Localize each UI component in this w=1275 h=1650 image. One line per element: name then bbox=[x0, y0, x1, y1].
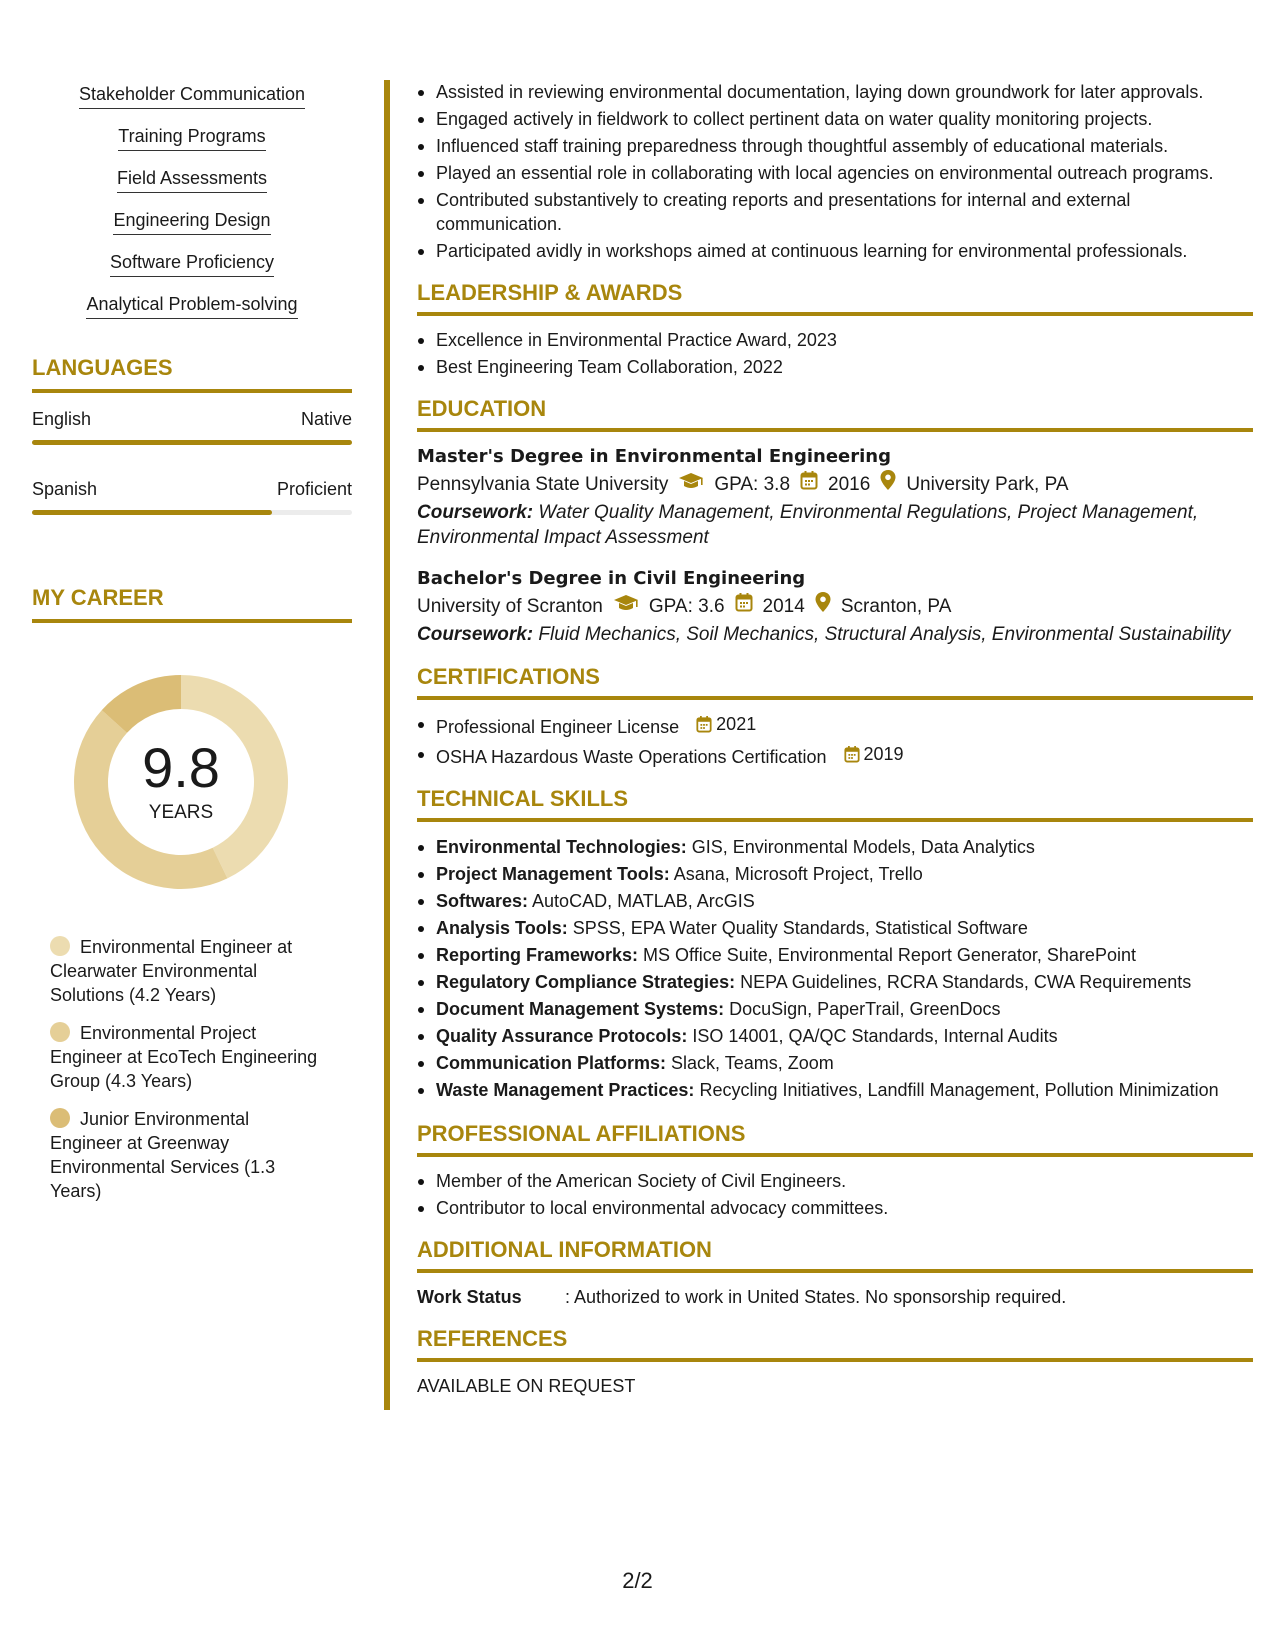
calendar-icon bbox=[844, 745, 860, 763]
degree-title: Master's Degree in Environmental Engineering bbox=[417, 446, 891, 467]
location-pin-icon bbox=[815, 592, 831, 622]
education-entry bbox=[417, 566, 1253, 647]
school-location: University Park, PA bbox=[906, 474, 1069, 495]
career-legend-item: Environmental Project Engineer at EcoTech Engineering Group (4.3 Years) bbox=[50, 1023, 318, 1091]
list-item: Communication Platforms: Slack, Teams, Zoom bbox=[417, 1050, 1253, 1077]
skill-item: Training Programs bbox=[32, 126, 352, 151]
certification-item: OSHA Hazardous Waste Operations Certification 2019 bbox=[417, 742, 1253, 769]
career-heading: MY CAREER bbox=[32, 585, 352, 623]
language-level: Proficient bbox=[276, 479, 352, 499]
additional-info-heading: ADDITIONAL INFORMATION bbox=[417, 1237, 1253, 1273]
gpa: GPA: 3.8 bbox=[714, 474, 791, 495]
affiliations-list bbox=[417, 1169, 1253, 1220]
affiliations-heading: PROFESSIONAL AFFILIATIONS bbox=[417, 1121, 1253, 1157]
page-number: 2/2 bbox=[622, 1568, 653, 1593]
skills-list bbox=[32, 84, 352, 319]
school-name: Pennsylvania State University bbox=[417, 474, 669, 495]
leadership-heading: LEADERSHIP & AWARDS bbox=[417, 280, 1253, 316]
skill-item: Software Proficiency bbox=[32, 252, 352, 277]
certification-year: 2021 bbox=[716, 714, 757, 734]
coursework: Coursework: Fluid Mechanics, Soil Mechanics, Structural Analysis, Environmental Sustainability bbox=[417, 624, 1231, 645]
graduation-cap-icon bbox=[613, 592, 639, 622]
school-location: Scranton, PA bbox=[840, 596, 952, 617]
coursework: Coursework: Water Quality Management, Environmental Regulations, Project Management, Environmental Impact Assessment bbox=[417, 502, 1199, 548]
education-heading: EDUCATION bbox=[417, 396, 1253, 432]
leadership-list bbox=[417, 328, 1253, 379]
column-divider bbox=[384, 80, 390, 1410]
list-item: Influenced staff training preparedness through thoughtful assembly of educational materials. bbox=[417, 134, 1253, 158]
graduation-cap-icon bbox=[678, 470, 704, 500]
technical-skills-list bbox=[417, 834, 1253, 1104]
language-item bbox=[32, 409, 352, 445]
certifications-list bbox=[417, 712, 1253, 769]
legend-dot bbox=[50, 1108, 70, 1128]
skill-item: Stakeholder Communication bbox=[32, 84, 352, 109]
graduation-year: 2016 bbox=[828, 474, 871, 495]
calendar-icon bbox=[735, 592, 753, 622]
list-item: Regulatory Compliance Strategies: NEPA Guidelines, RCRA Standards, CWA Requirements bbox=[417, 969, 1253, 996]
list-item: Engaged actively in fieldwork to collect pertinent data on water quality monitoring projects. bbox=[417, 107, 1253, 131]
calendar-icon bbox=[800, 470, 818, 500]
language-bar bbox=[32, 440, 352, 445]
experience-bullets bbox=[417, 80, 1253, 263]
list-item: Reporting Frameworks: MS Office Suite, Environmental Report Generator, SharePoint bbox=[417, 942, 1253, 969]
legend-dot bbox=[50, 936, 70, 956]
language-item bbox=[32, 479, 352, 515]
location-pin-icon bbox=[880, 470, 896, 500]
list-item: Best Engineering Team Collaboration, 2022 bbox=[417, 355, 1253, 379]
list-item: Played an essential role in collaborating with local agencies on environmental outreach programs. bbox=[417, 161, 1253, 185]
technical-skills-heading: TECHNICAL SKILLS bbox=[417, 786, 1253, 822]
skill-item: Field Assessments bbox=[32, 168, 352, 193]
graduation-year: 2014 bbox=[762, 596, 805, 617]
list-item: Softwares: AutoCAD, MATLAB, ArcGIS bbox=[417, 888, 1253, 915]
list-item: Analysis Tools: SPSS, EPA Water Quality Standards, Statistical Software bbox=[417, 915, 1253, 942]
calendar-icon bbox=[696, 715, 712, 733]
list-item: Participated avidly in workshops aimed at continuous learning for environmental professionals. bbox=[417, 239, 1253, 263]
work-status-value: : Authorized to work in United States. No sponsorship required. bbox=[565, 1287, 1067, 1307]
list-item: Excellence in Environmental Practice Award, 2023 bbox=[417, 328, 1253, 352]
language-bar bbox=[32, 510, 352, 515]
languages-heading: LANGUAGES bbox=[32, 355, 352, 393]
career-legend-item: Junior Environmental Engineer at Greenway Environmental Services (1.3 Years) bbox=[50, 1109, 276, 1201]
work-status-label: Work Status bbox=[417, 1287, 522, 1307]
certification-year: 2019 bbox=[863, 744, 904, 764]
legend-dot bbox=[50, 1022, 70, 1042]
career-legend bbox=[32, 935, 322, 1203]
right-column bbox=[417, 80, 1253, 1398]
career-total: 9.8 bbox=[142, 736, 220, 799]
language-name: English bbox=[32, 409, 92, 429]
list-item: Contributed substantively to creating reports and presentations for internal and external communication. bbox=[417, 188, 1253, 236]
list-item: Contributor to local environmental advocacy committees. bbox=[417, 1196, 1253, 1220]
language-bar-fill bbox=[32, 440, 352, 445]
list-item: Assisted in reviewing environmental documentation, laying down groundwork for later approvals. bbox=[417, 80, 1253, 104]
list-item: Quality Assurance Protocols: ISO 14001, QA/QC Standards, Internal Audits bbox=[417, 1023, 1253, 1050]
career-legend-item: Environmental Engineer at Clearwater Environmental Solutions (4.2 Years) bbox=[50, 937, 293, 1005]
language-bar-fill bbox=[32, 510, 272, 515]
certification-item: Professional Engineer License 2021 bbox=[417, 712, 1253, 739]
gpa: GPA: 3.6 bbox=[648, 596, 725, 617]
list-item: Member of the American Society of Civil Engineers. bbox=[417, 1169, 1253, 1193]
left-column bbox=[32, 84, 352, 1217]
list-item: Environmental Technologies: GIS, Environmental Models, Data Analytics bbox=[417, 834, 1253, 861]
degree-title: Bachelor's Degree in Civil Engineering bbox=[417, 568, 806, 589]
skill-item: Engineering Design bbox=[32, 210, 352, 235]
work-status bbox=[417, 1285, 1253, 1309]
skill-item: Analytical Problem-solving bbox=[32, 294, 352, 319]
language-level: Native bbox=[300, 409, 352, 429]
language-name: Spanish bbox=[32, 479, 98, 499]
list-item: Document Management Systems: DocuSign, PaperTrail, GreenDocs bbox=[417, 996, 1253, 1023]
references-heading: REFERENCES bbox=[417, 1326, 1253, 1362]
career-unit: YEARS bbox=[148, 802, 214, 823]
list-item: Project Management Tools: Asana, Microsoft Project, Trello bbox=[417, 861, 1253, 888]
list-item: Waste Management Practices: Recycling Initiatives, Landfill Management, Pollution Minimization bbox=[417, 1077, 1253, 1104]
certifications-heading: CERTIFICATIONS bbox=[417, 664, 1253, 700]
references-text: AVAILABLE ON REQUEST bbox=[417, 1376, 636, 1396]
school-name: University of Scranton bbox=[417, 596, 603, 617]
education-entry bbox=[417, 444, 1253, 550]
career-donut-chart bbox=[66, 667, 296, 897]
